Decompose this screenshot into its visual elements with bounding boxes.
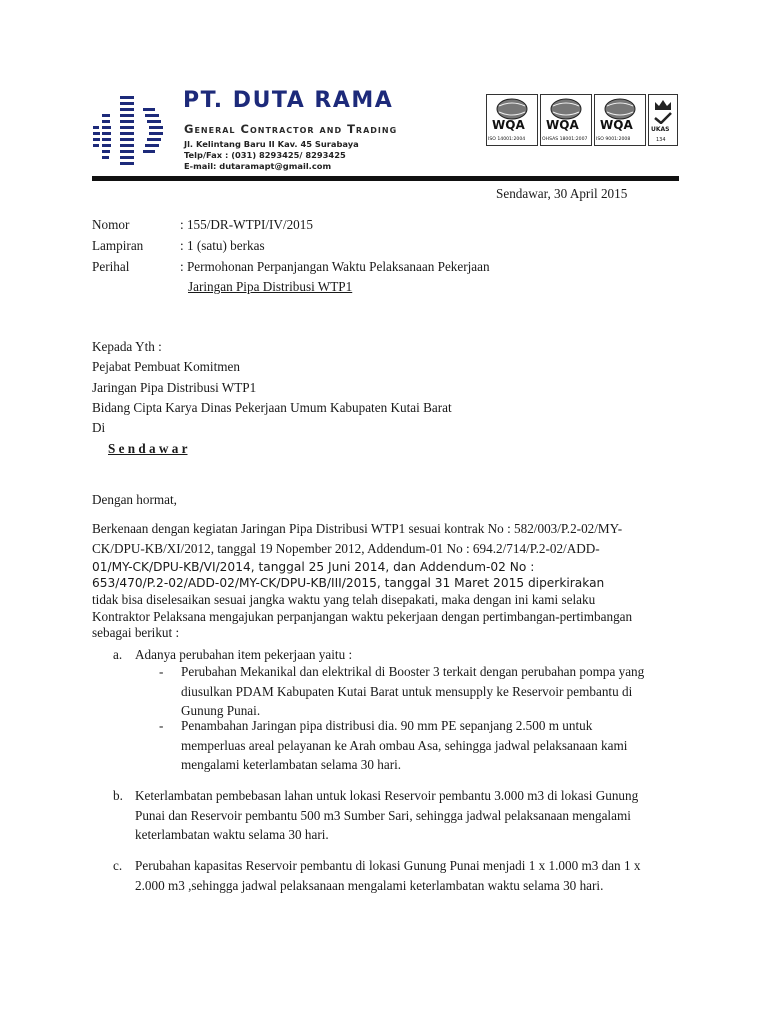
intro-line: 01/MY-CK/DPU-KB/VI/2014, tanggal 25 Juni 2014, dan Addendum-02 No : xyxy=(92,560,535,574)
recipient-line: Bidang Cipta Karya Dinas Pekerjaan Umum Kabupaten Kutai Barat xyxy=(92,400,452,415)
company-email: E-mail: dutaramapt@gmail.com xyxy=(184,161,332,171)
header-rule xyxy=(92,176,679,181)
recipient-city: S e n d a w a r xyxy=(108,441,188,456)
recipient-line: Kepada Yth : xyxy=(92,339,162,354)
item-c-marker: c. xyxy=(113,858,123,873)
item-c-line: Perubahan kapasitas Reservoir pembantu di lokasi Gunung Punai menjadi 1 x 1.000 m3 dan 1 x xyxy=(135,858,641,873)
certification-badges xyxy=(486,94,678,146)
item-a-title: Adanya perubahan item pekerjaan yaitu : xyxy=(135,647,353,662)
recipient-line: Di xyxy=(92,420,106,435)
crown-icon xyxy=(653,98,673,112)
meta-value-nomor: : 155/DR-WTPI/IV/2015 xyxy=(180,217,313,232)
item-a-marker: a. xyxy=(113,647,123,662)
item-b-line: keterlambatan waktu selama 30 hari. xyxy=(135,827,329,842)
tick-mark-icon xyxy=(653,112,673,124)
meta-value-lampiran: : 1 (satu) berkas xyxy=(180,238,265,253)
meta-label-lampiran: Lampiran xyxy=(92,238,144,253)
subject-line-2: Jaringan Pipa Distribusi WTP1 xyxy=(188,279,353,294)
intro-line: 653/470/P.2-02/ADD-02/MY-CK/DPU-KB/III/2015, tanggal 31 Maret 2015 diperkirakan xyxy=(92,576,605,590)
item-a-sub1-line: Gunung Punai. xyxy=(181,703,261,718)
item-b-line: Punai dan Reservoir pembantu 500 m3 Sumber Sari, sehingga jadwal pelaksanaan mengalami xyxy=(135,808,631,823)
item-b-line: Keterlambatan pembebasan lahan untuk lokasi Reservoir pembantu 3.000 m3 di lokasi Gunung xyxy=(135,788,639,803)
bullet-dash: - xyxy=(159,664,164,679)
recipient-line: Pejabat Pembuat Komitmen xyxy=(92,359,240,374)
intro-line: Berkenaan dengan kegiatan Jaringan Pipa Distribusi WTP1 sesuai kontrak No : 582/003/P.2-02/MY- xyxy=(92,521,623,536)
item-c-line: 2.000 m3 ,sehingga jadwal pelaksanaan mengalami keterlambatan waktu selama 30 hari. xyxy=(135,878,604,893)
item-a-sub2-line: memperluas areal pelayanan ke Arah ombau Asa, sehingga jadwal pelaksanaan kami xyxy=(181,738,628,753)
recipient-line: Jaringan Pipa Distribusi WTP1 xyxy=(92,380,257,395)
cert-badge: WQA ISO 14001:2004 xyxy=(486,94,538,146)
globe-icon xyxy=(603,98,637,120)
intro-line: Kontraktor Pelaksana mengajukan perpanjangan waktu pekerjaan dengan pertimbangan-pertimbangan xyxy=(92,609,633,624)
item-a-sub1-line: Perubahan Mekanikal dan elektrikal di Booster 3 terkait dengan perubahan pompa yang xyxy=(181,664,645,679)
intro-line: CK/DPU-KB/XI/2012, tanggal 19 Nopember 2012, Addendum-01 No : 694.2/714/P.2-02/ADD- xyxy=(92,541,600,556)
meta-label-nomor: Nomor xyxy=(92,217,130,232)
ukas-badge: UKAS 134 xyxy=(648,94,678,146)
item-b-marker: b. xyxy=(113,788,123,803)
place-date: Sendawar, 30 April 2015 xyxy=(496,186,628,201)
company-logo xyxy=(93,96,165,166)
bullet-dash: - xyxy=(159,718,164,733)
cert-badge: WQA OHSAS 18001:2007 xyxy=(540,94,592,146)
meta-label-perihal: Perihal xyxy=(92,259,130,274)
meta-value-perihal: : Permohonan Perpanjangan Waktu Pelaksanaan Pekerjaan xyxy=(180,259,490,274)
greeting: Dengan hormat, xyxy=(92,492,177,507)
globe-icon xyxy=(495,98,529,120)
intro-line: tidak bisa diselesaikan sesuai jangka waktu yang telah disepakati, maka dengan ini kami selaku xyxy=(92,592,596,607)
globe-icon xyxy=(549,98,583,120)
company-tagline: General Contractor and Trading xyxy=(184,122,398,136)
company-phone: Telp/Fax : (031) 8293425/ 8293425 xyxy=(184,150,346,160)
item-a-sub1-line: diusulkan PDAM Kabupaten Kutai Barat untuk mensupply ke Reservoir pembantu di xyxy=(181,684,633,699)
item-a-sub2-line: Penambahan Jaringan pipa distribusi dia. 90 mm PE sepanjang 2.500 m untuk xyxy=(181,718,593,733)
cert-badge: WQA ISO 9001:2008 xyxy=(594,94,646,146)
company-address: Jl. Kelintang Baru II Kav. 45 Surabaya xyxy=(184,139,359,149)
item-a-sub2-line: mengalami keterlambatan selama 30 hari. xyxy=(181,757,402,772)
intro-line: sebagai berikut : xyxy=(92,625,180,640)
company-name: PT. DUTA RAMA xyxy=(183,88,394,113)
